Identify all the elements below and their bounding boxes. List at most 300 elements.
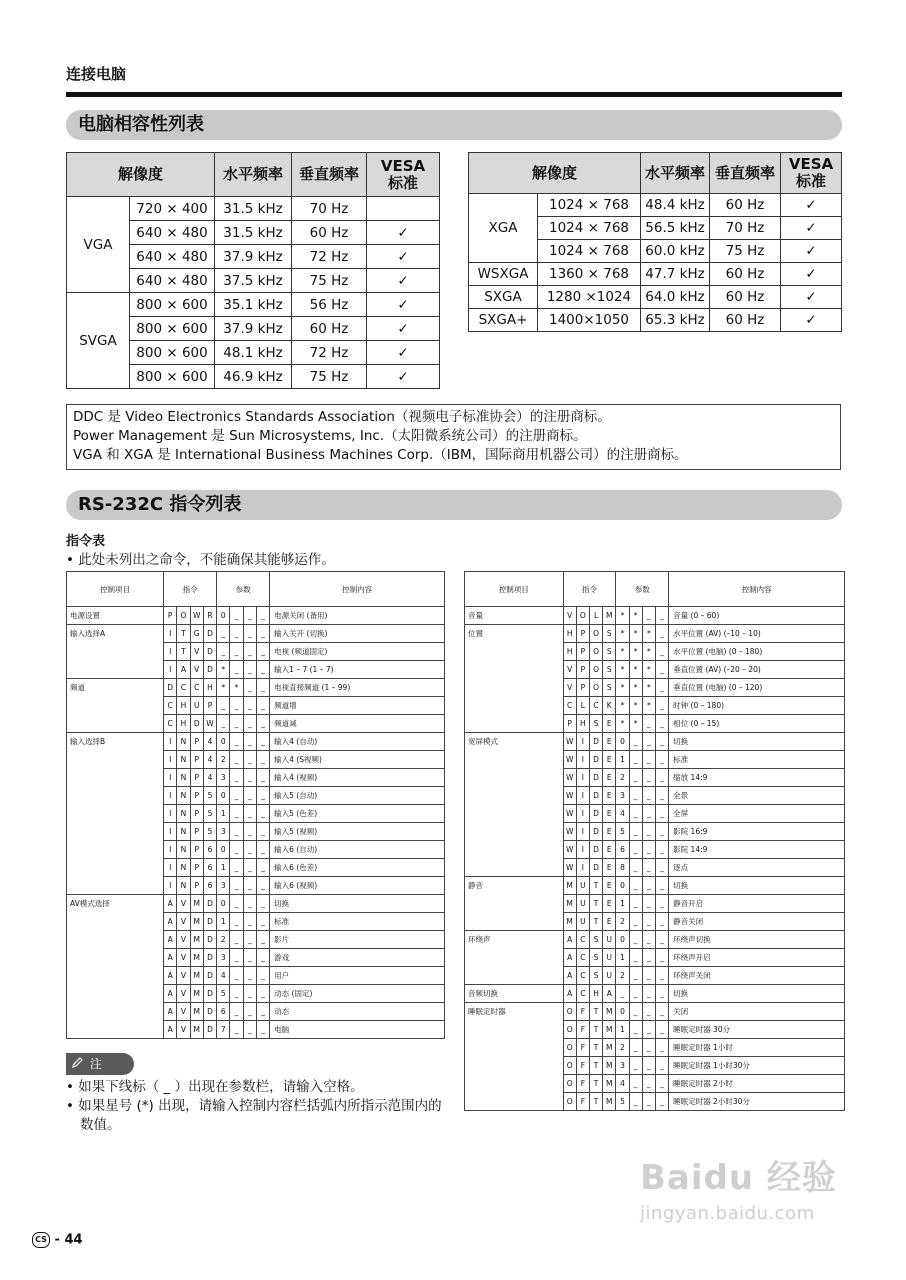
param-char: * xyxy=(616,625,629,643)
param-char: _ xyxy=(256,787,269,805)
param-char: _ xyxy=(642,1093,655,1111)
command-char: D xyxy=(203,643,216,661)
param-char: _ xyxy=(655,823,668,841)
param-char: _ xyxy=(243,607,256,625)
param-char: _ xyxy=(655,1003,668,1021)
command-char: U xyxy=(576,913,589,931)
command-char: D xyxy=(589,769,602,787)
command-char: D xyxy=(203,967,216,985)
command-char: C xyxy=(576,931,589,949)
control-item: 睡眠定时器 xyxy=(465,1003,564,1111)
compat-row xyxy=(469,263,842,286)
watermark-logo: Baidu 经验 xyxy=(640,1158,837,1198)
command-char: T xyxy=(589,1093,602,1111)
page-header-title: 连接电脑 xyxy=(66,65,127,83)
trademark-line: Power Management 是 Sun Microsystems, Inc.（太阳微系统公司）的注册商标。 xyxy=(73,428,587,444)
param-char: _ xyxy=(655,733,668,751)
command-char: P xyxy=(190,877,203,895)
command-char: M xyxy=(603,1003,616,1021)
param-char: _ xyxy=(256,1003,269,1021)
param-char: _ xyxy=(243,751,256,769)
command-char: A xyxy=(164,913,177,931)
param-char: _ xyxy=(655,697,668,715)
command-char: D xyxy=(190,715,203,733)
param-char: _ xyxy=(230,859,243,877)
command-char: I xyxy=(164,787,177,805)
param-char: * xyxy=(629,715,642,733)
command-char: T xyxy=(589,913,602,931)
col-header-h-freq: 水平频率 xyxy=(215,153,292,197)
h-freq: 56.5 kHz xyxy=(641,217,710,240)
command-char: D xyxy=(589,805,602,823)
header-rule xyxy=(66,92,842,97)
param-char: * xyxy=(629,643,642,661)
vesa-check: ✓ xyxy=(781,217,842,240)
param-char: * xyxy=(629,661,642,679)
control-item: 静音 xyxy=(465,877,564,931)
command-char: F xyxy=(576,1039,589,1057)
command-char: T xyxy=(589,1039,602,1057)
param-char: _ xyxy=(243,625,256,643)
h-freq: 31.5 kHz xyxy=(215,197,292,221)
control-item: 音量 xyxy=(465,607,564,625)
param-char: _ xyxy=(629,1075,642,1093)
control-content: 输入6 (自动) xyxy=(270,841,445,859)
command-char: C xyxy=(164,697,177,715)
resolution: 640 × 480 xyxy=(130,269,215,293)
command-char: C xyxy=(576,967,589,985)
v-freq: 70 Hz xyxy=(710,217,781,240)
param-char: _ xyxy=(655,607,668,625)
param-char: _ xyxy=(243,841,256,859)
param-char: _ xyxy=(655,769,668,787)
command-char: E xyxy=(603,895,616,913)
command-char: F xyxy=(576,1021,589,1039)
command-char: F xyxy=(576,1075,589,1093)
command-char: O xyxy=(589,643,602,661)
param-char: _ xyxy=(243,769,256,787)
command-char: S xyxy=(589,931,602,949)
command-char: U xyxy=(190,697,203,715)
resolution: 1360 × 768 xyxy=(538,263,641,286)
param-char: 7 xyxy=(217,1021,230,1039)
col-header-item: 控制项目 xyxy=(67,572,164,607)
col-header-h-freq: 水平频率 xyxy=(641,153,710,194)
command-char: E xyxy=(603,769,616,787)
command-char: I xyxy=(576,787,589,805)
h-freq: 60.0 kHz xyxy=(641,240,710,263)
param-char: _ xyxy=(243,1003,256,1021)
param-char: _ xyxy=(256,859,269,877)
param-char: _ xyxy=(243,787,256,805)
command-char: S xyxy=(589,715,602,733)
command-char: D xyxy=(203,1021,216,1039)
col-header-command: 指令 xyxy=(563,572,616,607)
control-content: 环绕声开启 xyxy=(669,949,845,967)
resolution: 1280 ×1024 xyxy=(538,286,641,309)
control-content: 逐点 xyxy=(669,859,845,877)
command-char: D xyxy=(203,931,216,949)
control-content: 睡眠定时器 1小时30分 xyxy=(669,1057,845,1075)
param-char: _ xyxy=(230,787,243,805)
param-char: _ xyxy=(230,715,243,733)
command-char: I xyxy=(164,877,177,895)
param-char: 2 xyxy=(616,769,629,787)
command-char: M xyxy=(563,913,576,931)
v-freq: 60 Hz xyxy=(710,263,781,286)
command-table-right xyxy=(464,571,845,1111)
command-char: D xyxy=(589,823,602,841)
command-char: T xyxy=(589,1003,602,1021)
control-content: 睡眠定时器 30分 xyxy=(669,1021,845,1039)
param-char: _ xyxy=(616,985,629,1003)
command-char: P xyxy=(190,751,203,769)
param-char: _ xyxy=(629,1039,642,1057)
command-char: P xyxy=(563,715,576,733)
command-char: A xyxy=(164,895,177,913)
command-char: E xyxy=(603,787,616,805)
control-item: AV模式选择 xyxy=(67,895,164,1039)
param-char: * xyxy=(642,697,655,715)
param-char: _ xyxy=(642,769,655,787)
command-char: F xyxy=(576,1093,589,1111)
param-char: _ xyxy=(256,841,269,859)
col-header-v-freq: 垂直频率 xyxy=(292,153,367,197)
control-content: 垂直位置 (AV) (–20 – 20) xyxy=(669,661,845,679)
command-char: P xyxy=(190,805,203,823)
command-char: 6 xyxy=(203,841,216,859)
control-content: 切换 xyxy=(669,877,845,895)
command-char: L xyxy=(589,607,602,625)
control-content: 睡眠定时器 1小时 xyxy=(669,1039,845,1057)
control-content: 电视直接频道 (1 – 99) xyxy=(270,679,445,697)
param-char: _ xyxy=(243,895,256,913)
control-content: 输入5 (视频) xyxy=(270,823,445,841)
command-table-subtitle: 指令表 xyxy=(66,534,106,549)
param-char: 0 xyxy=(217,733,230,751)
control-content: 输入5 (自动) xyxy=(270,787,445,805)
param-char: * xyxy=(616,643,629,661)
control-item: 环绕声 xyxy=(465,931,564,985)
command-char: E xyxy=(603,733,616,751)
command-char: A xyxy=(563,985,576,1003)
command-char: P xyxy=(190,769,203,787)
command-char: A xyxy=(177,661,190,679)
trademark-line: VGA 和 XGA 是 International Business Machines Corp.（IBM，国际商用机器公司）的注册商标。 xyxy=(73,447,688,463)
control-content: 音量 (0 – 60) xyxy=(669,607,845,625)
param-char: _ xyxy=(629,859,642,877)
command-char: D xyxy=(589,787,602,805)
param-char: _ xyxy=(230,697,243,715)
param-char: _ xyxy=(256,823,269,841)
command-char: W xyxy=(563,751,576,769)
mode-name: SXGA xyxy=(469,286,538,309)
command-char: M xyxy=(190,949,203,967)
command-char: D xyxy=(203,895,216,913)
control-content: 全屏 xyxy=(669,805,845,823)
control-content: 全景 xyxy=(669,787,845,805)
param-char: 1 xyxy=(616,1021,629,1039)
param-char: _ xyxy=(655,841,668,859)
control-content: 睡眠定时器 2小时 xyxy=(669,1075,845,1093)
command-char: V xyxy=(177,913,190,931)
param-char: 0 xyxy=(217,895,230,913)
param-char: _ xyxy=(655,877,668,895)
command-char: H xyxy=(589,985,602,1003)
control-content: 动态 xyxy=(270,1003,445,1021)
param-char: _ xyxy=(655,625,668,643)
param-char: _ xyxy=(256,643,269,661)
param-char: * xyxy=(616,697,629,715)
param-char: _ xyxy=(256,625,269,643)
col-header-resolution: 解像度 xyxy=(67,153,215,197)
command-char: S xyxy=(603,625,616,643)
param-char: _ xyxy=(642,967,655,985)
command-char: D xyxy=(203,1003,216,1021)
command-char: E xyxy=(603,913,616,931)
param-char: _ xyxy=(655,643,668,661)
param-char: _ xyxy=(629,805,642,823)
param-char: _ xyxy=(629,751,642,769)
param-char: _ xyxy=(256,895,269,913)
param-char: _ xyxy=(642,859,655,877)
note-item: • 如果下线标（ _ ）出现在参数栏，请输入空格。 xyxy=(66,1079,364,1095)
command-char: P xyxy=(576,625,589,643)
param-char: _ xyxy=(230,1021,243,1039)
command-char: W xyxy=(563,841,576,859)
command-char: H xyxy=(177,715,190,733)
param-char: _ xyxy=(230,967,243,985)
param-char: _ xyxy=(655,931,668,949)
command-char: E xyxy=(603,751,616,769)
command-char: C xyxy=(177,679,190,697)
command-char: 6 xyxy=(203,877,216,895)
h-freq: 31.5 kHz xyxy=(215,221,292,245)
param-char: _ xyxy=(243,697,256,715)
command-char: I xyxy=(576,859,589,877)
command-char: V xyxy=(177,895,190,913)
param-char: _ xyxy=(655,1039,668,1057)
command-char: M xyxy=(563,877,576,895)
command-char: M xyxy=(603,1075,616,1093)
command-char: M xyxy=(603,1057,616,1075)
command-char: 5 xyxy=(203,805,216,823)
command-char: A xyxy=(164,1021,177,1039)
page-number-text: - 44 xyxy=(54,1232,83,1248)
control-content: 输入6 (视频) xyxy=(270,877,445,895)
command-char: D xyxy=(203,949,216,967)
command-char: M xyxy=(190,1003,203,1021)
command-char: M xyxy=(190,895,203,913)
h-freq: 37.9 kHz xyxy=(215,245,292,269)
command-char: P xyxy=(190,733,203,751)
command-table-left xyxy=(66,571,445,1039)
control-content: 静音开启 xyxy=(669,895,845,913)
control-item: 输入选择A xyxy=(67,625,164,679)
command-char: E xyxy=(603,859,616,877)
h-freq: 37.9 kHz xyxy=(215,317,292,341)
command-char: W xyxy=(563,859,576,877)
command-char: S xyxy=(589,967,602,985)
note-item: • 如果星号 (*) 出现，请输入控制内容栏括弧内所指示范围内的数值。 xyxy=(66,1098,442,1133)
mode-name: XGA xyxy=(469,194,538,263)
notes-list xyxy=(66,1078,446,1135)
mode-name: SVGA xyxy=(67,293,130,389)
trademark-line: DDC 是 Video Electronics Standards Association（视频电子标准协会）的注册商标。 xyxy=(73,409,611,425)
param-char: * xyxy=(629,679,642,697)
command-char: U xyxy=(603,931,616,949)
control-content: 电源关闭 (备用) xyxy=(270,607,445,625)
command-char: V xyxy=(177,949,190,967)
vesa-check: ✓ xyxy=(781,286,842,309)
param-char: _ xyxy=(230,913,243,931)
param-char: _ xyxy=(230,733,243,751)
control-content: 输入4 (S视频) xyxy=(270,751,445,769)
control-item: 频道 xyxy=(67,679,164,733)
param-char: * xyxy=(642,643,655,661)
vesa-check: ✓ xyxy=(781,263,842,286)
param-char: _ xyxy=(256,715,269,733)
param-char: _ xyxy=(256,913,269,931)
v-freq: 75 Hz xyxy=(292,365,367,389)
command-row xyxy=(465,877,845,895)
compat-row xyxy=(67,197,440,221)
control-item: 位置 xyxy=(465,625,564,733)
vesa-check: ✓ xyxy=(367,269,440,293)
vesa-check: ✓ xyxy=(367,317,440,341)
command-char: O xyxy=(177,607,190,625)
command-char: P xyxy=(190,823,203,841)
command-char: U xyxy=(603,949,616,967)
command-char: N xyxy=(177,877,190,895)
command-char: O xyxy=(563,1021,576,1039)
h-freq: 47.7 kHz xyxy=(641,263,710,286)
param-char: _ xyxy=(655,715,668,733)
command-char: H xyxy=(177,697,190,715)
command-char: 4 xyxy=(203,769,216,787)
param-char: 5 xyxy=(616,823,629,841)
col-header-param: 参数 xyxy=(616,572,669,607)
command-row xyxy=(67,895,445,913)
command-char: T xyxy=(177,643,190,661)
param-char: _ xyxy=(256,949,269,967)
param-char: _ xyxy=(629,787,642,805)
command-char: I xyxy=(164,625,177,643)
command-char: D xyxy=(589,751,602,769)
param-char: _ xyxy=(243,931,256,949)
param-char: _ xyxy=(655,967,668,985)
param-char: _ xyxy=(629,913,642,931)
command-char: H xyxy=(576,715,589,733)
control-content: 用户 xyxy=(270,967,445,985)
param-char: 0 xyxy=(616,1003,629,1021)
command-char: F xyxy=(576,1057,589,1075)
col-header-vesa: VESA 标准 xyxy=(781,153,842,194)
param-char: 3 xyxy=(217,769,230,787)
command-char: N xyxy=(177,751,190,769)
command-char: I xyxy=(164,841,177,859)
param-char: _ xyxy=(629,1003,642,1021)
note-label: 注 xyxy=(89,1057,102,1071)
command-row xyxy=(67,625,445,643)
command-char: G xyxy=(190,625,203,643)
control-content: 时钟 (0 – 180) xyxy=(669,697,845,715)
command-char: N xyxy=(177,859,190,877)
col-header-command: 指令 xyxy=(164,572,217,607)
command-char: A xyxy=(164,985,177,1003)
mode-name: WSXGA xyxy=(469,263,538,286)
param-char: _ xyxy=(642,1057,655,1075)
resolution: 1024 × 768 xyxy=(538,240,641,263)
param-char: _ xyxy=(230,625,243,643)
command-char: O xyxy=(563,1075,576,1093)
command-row xyxy=(67,733,445,751)
resolution: 800 × 600 xyxy=(130,317,215,341)
command-char: M xyxy=(603,1021,616,1039)
control-content: 影片 xyxy=(270,931,445,949)
command-row xyxy=(67,679,445,697)
resolution: 640 × 480 xyxy=(130,245,215,269)
param-char: _ xyxy=(642,1075,655,1093)
command-char: D xyxy=(589,859,602,877)
param-char: _ xyxy=(230,751,243,769)
command-char: U xyxy=(576,877,589,895)
resolution: 800 × 600 xyxy=(130,365,215,389)
command-char: W xyxy=(203,715,216,733)
col-header-v-freq: 垂直频率 xyxy=(710,153,781,194)
param-char: _ xyxy=(642,823,655,841)
param-char: _ xyxy=(629,931,642,949)
param-char: * xyxy=(629,607,642,625)
param-char: _ xyxy=(642,787,655,805)
param-char: 1 xyxy=(616,949,629,967)
command-char: V xyxy=(563,607,576,625)
command-char: T xyxy=(589,877,602,895)
resolution: 720 × 400 xyxy=(130,197,215,221)
command-char: R xyxy=(203,607,216,625)
command-char: V xyxy=(177,931,190,949)
command-char: I xyxy=(576,733,589,751)
param-char: * xyxy=(642,661,655,679)
param-char: 3 xyxy=(616,1057,629,1075)
command-char: A xyxy=(164,1003,177,1021)
param-char: _ xyxy=(642,1021,655,1039)
param-char: 0 xyxy=(616,877,629,895)
param-char: * xyxy=(217,679,230,697)
param-char: _ xyxy=(256,967,269,985)
param-char: 1 xyxy=(217,859,230,877)
resolution: 800 × 600 xyxy=(130,293,215,317)
param-char: _ xyxy=(629,1021,642,1039)
compat-row xyxy=(469,286,842,309)
compat-row xyxy=(67,293,440,317)
v-freq: 72 Hz xyxy=(292,245,367,269)
command-char: M xyxy=(603,1093,616,1111)
param-char: * xyxy=(616,715,629,733)
command-char: P xyxy=(190,787,203,805)
param-char: _ xyxy=(256,1021,269,1039)
command-char: T xyxy=(589,1021,602,1039)
command-row xyxy=(465,931,845,949)
control-content: 频道减 xyxy=(270,715,445,733)
param-char: _ xyxy=(655,913,668,931)
control-item: 宽屏模式 xyxy=(465,733,564,877)
param-char: _ xyxy=(217,697,230,715)
param-char: _ xyxy=(642,985,655,1003)
param-char: _ xyxy=(230,895,243,913)
param-char: _ xyxy=(230,823,243,841)
param-char: _ xyxy=(256,769,269,787)
